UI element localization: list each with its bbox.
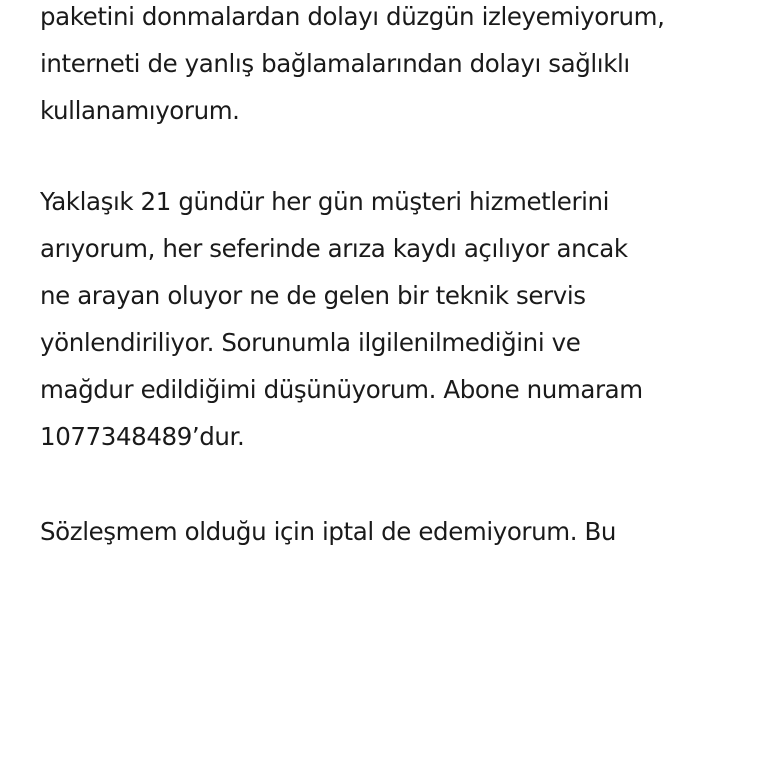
text-line: 1077348489’dur.: [40, 422, 245, 451]
text-line: arıyorum, her seferinde arıza kaydı açılıyor ancak: [40, 234, 628, 263]
text-line: interneti de yanlış bağlamalarından dolayı sağlıklı: [40, 49, 630, 78]
text-line: kullanamıyorum.: [40, 96, 240, 125]
text-line: Yaklaşık 21 gündür her gün müşteri hizmetlerini: [40, 187, 610, 216]
text-line: paketini donmalardan dolayı düzgün izleyemiyorum,: [40, 2, 665, 31]
text-line: mağdur edildiğimi düşünüyorum. Abone numaram: [40, 375, 643, 404]
text-line: ne arayan oluyor ne de gelen bir teknik servis: [40, 281, 586, 310]
paragraph-1: [40, 0, 740, 134]
paragraph-3: [40, 508, 740, 555]
text-line: yönlendiriliyor. Sorunumla ilgilenilmediğini ve: [40, 328, 581, 357]
text-line: Sözleşmem olduğu için iptal de edemiyorum. Bu: [40, 517, 617, 546]
paragraph-2: [40, 178, 740, 460]
